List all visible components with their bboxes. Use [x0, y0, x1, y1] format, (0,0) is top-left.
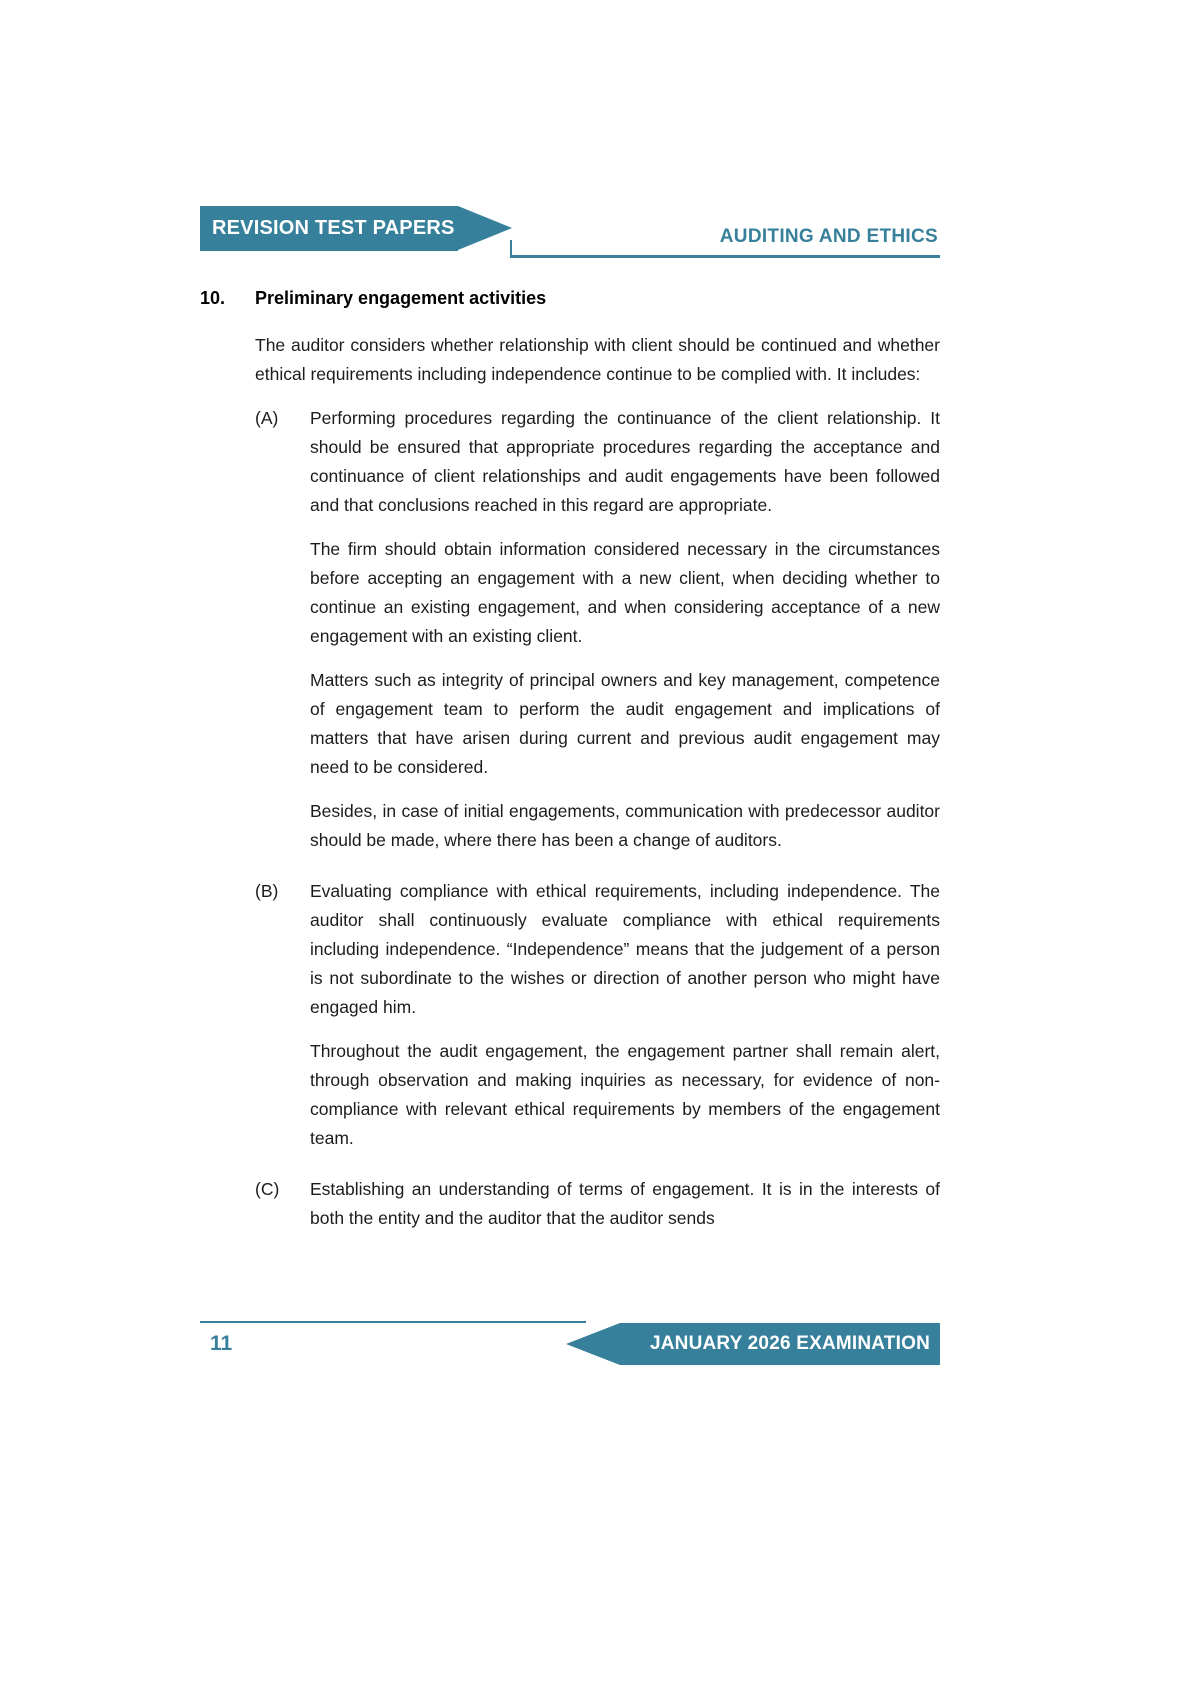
header-banner-label: REVISION TEST PAPERS	[212, 217, 455, 239]
point-c-text	[310, 1175, 940, 1248]
paragraph: Evaluating compliance with ethical requirements, including independence. The auditor shall continuously evaluate compliance with ethical requirements including independence. “Independence” means that the judgement of a person is not subordinate to the wishes or direction of another person who might have engaged him.	[310, 881, 940, 1017]
point-c-label: (C)	[255, 1179, 280, 1199]
item-heading	[200, 284, 940, 313]
paragraph: Throughout the audit engagement, the engagement partner shall remain alert, through observation and making inquiries as necessary, for evidence of non-compliance with relevant ethical requirements by members of the engagement team.	[310, 1041, 940, 1148]
header-banner	[200, 206, 458, 251]
point-a-label: (A)	[255, 408, 279, 428]
paragraph: Besides, in case of initial engagements, communication with predecessor auditor should be made, where there has been a change of auditors.	[310, 801, 940, 850]
page-number: 11	[210, 1332, 233, 1355]
header-rule	[512, 255, 940, 258]
footer-banner-arrow-icon	[566, 1323, 620, 1365]
footer-banner-label: JANUARY 2026 EXAMINATION	[649, 1333, 930, 1354]
point-b	[255, 877, 940, 1168]
item-number: 10.	[200, 288, 226, 308]
footer-rule	[200, 1321, 586, 1323]
paragraph: Performing procedures regarding the continuance of the client relationship. It should be ensured that appropriate procedures regarding the acceptance and continuance of client relationships and audit engagements have been followed and that conclusions reached in this regard are appropriate.	[310, 408, 940, 515]
document-content	[200, 284, 940, 1248]
header-banner-arrow-icon	[458, 206, 512, 250]
point-b-text	[310, 877, 940, 1168]
footer-banner	[620, 1323, 940, 1365]
paragraph: Matters such as integrity of principal owners and key management, competence of engagement team to perform the audit engagement and implications of matters that have arisen during current and previous audit engagement may need to be considered.	[310, 670, 940, 777]
item-body	[255, 331, 940, 1248]
item-title: Preliminary engagement activities	[255, 288, 547, 308]
point-a	[255, 404, 940, 870]
page-header-title: AUDITING AND ETHICS	[719, 226, 938, 247]
paragraph: Establishing an understanding of terms of engagement. It is in the interests of both the entity and the auditor that the auditor sends	[310, 1179, 940, 1228]
intro-paragraph: The auditor considers whether relationship with client should be continued and whether ethical requirements including independence continue to be complied with. It includes:	[255, 335, 940, 384]
point-b-label: (B)	[255, 881, 279, 901]
paragraph: The firm should obtain information considered necessary in the circumstances before accepting an engagement with a new client, when deciding whether to continue an existing engagement, and when considering acceptance of a new engagement with an existing client.	[310, 539, 940, 646]
point-c	[255, 1175, 940, 1248]
point-a-text	[310, 404, 940, 870]
